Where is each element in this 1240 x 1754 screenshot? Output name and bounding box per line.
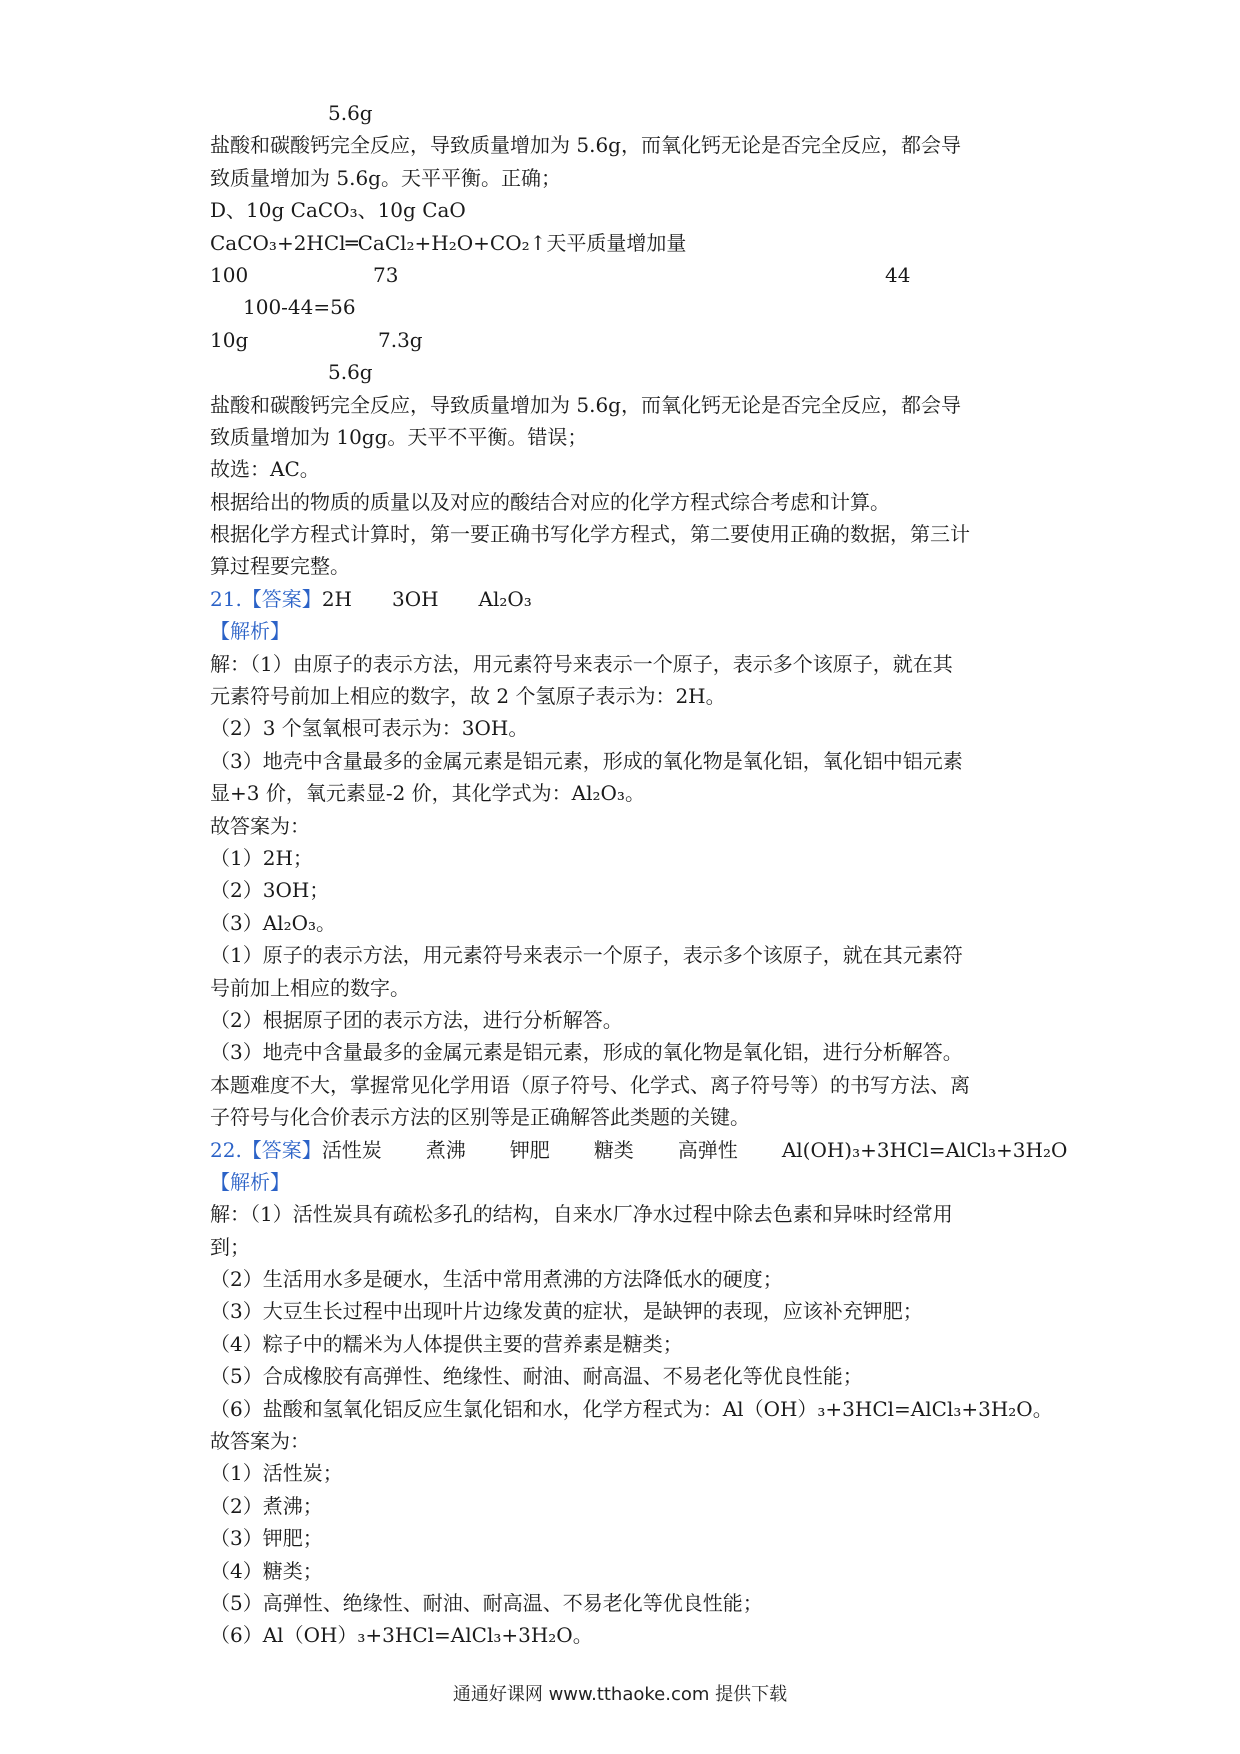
equation-line: CaCO₃+2HCl═CaCl₂+H₂O+CO₂↑天平质量增加量 <box>210 230 687 255</box>
text-line: 显+3 价，氧元素显-2 价，其化学式为：Al₂O₃。 <box>210 781 645 806</box>
mass-ratio-line <box>210 259 1040 291</box>
text-line: 盐酸和碳酸钙完全反应，导致质量增加为 5.6g，而氧化钙无论是否完全反应，都会导 <box>210 392 961 417</box>
text-line: 根据化学方程式计算时，第一要正确书写化学方程式，第二要使用正确的数据，第三计 <box>210 522 970 547</box>
text-line: （2）3 个氢氧根可表示为：3OH。 <box>210 716 529 741</box>
answer-item: 活性炭 <box>321 1137 382 1162</box>
analysis-label: 【解析】 <box>210 619 290 644</box>
page-footer: 通通好课网 www.tthaoke.com 提供下载 <box>452 1684 788 1705</box>
text-line: （3）大豆生长过程中出现叶片边缘发黄的症状，是缺钾的表现，应该补充钾肥； <box>210 1299 923 1324</box>
text-line: （6）Al（OH）₃+3HCl=AlCl₃+3H₂O。 <box>210 1623 593 1648</box>
answer-item: 糖类 <box>593 1137 634 1162</box>
answer-item: 3OH <box>391 586 439 611</box>
answer-label: 21.【答案】 <box>210 586 322 611</box>
text-line: 故答案为： <box>210 1429 310 1454</box>
text-line: （2）3OH； <box>210 878 330 903</box>
text-line: 100-44=56 <box>243 295 356 320</box>
text-line: D、10g CaCO₃、10g CaO <box>210 198 466 223</box>
text-line: （5）合成橡胶有高弹性、绝缘性、耐油、耐高温、不易老化等优良性能； <box>210 1364 863 1389</box>
text-line: 5.6g <box>328 360 373 385</box>
text-line: （1）2H； <box>210 845 313 870</box>
text-line: （3）Al₂O₃。 <box>210 910 336 935</box>
answer-item: Al(OH)₃+3HCl=AlCl₃+3H₂O <box>781 1137 1068 1162</box>
answer-item: 高弹性 <box>677 1137 738 1162</box>
answer-item: 煮沸 <box>425 1137 466 1162</box>
text-line: （1）原子的表示方法，用元素符号来表示一个原子，表示多个该原子，就在其元素符 <box>210 943 963 968</box>
text-line: （5）高弹性、绝缘性、耐油、耐高温、不易老化等优良性能； <box>210 1590 763 1615</box>
mass-line <box>210 324 1040 356</box>
text-line: 本题难度不大，掌握常见化学用语（原子符号、化学式、离子符号等）的书写方法、离 <box>210 1072 970 1097</box>
answer-item: Al₂O₃ <box>478 586 532 611</box>
text-line: （3）钾肥； <box>210 1526 323 1551</box>
text-line: 故选：AC。 <box>210 457 320 482</box>
text-line: 盐酸和碳酸钙完全反应，导致质量增加为 5.6g，而氧化钙无论是否完全反应，都会导 <box>210 133 961 158</box>
mass-value: 100 <box>210 262 249 287</box>
answer-item: 2H <box>321 586 352 611</box>
text-line: （6）盐酸和氢氧化铝反应生氯化铝和水，化学方程式为：Al（OH）₃+3HCl=AlCl₃+3H₂O。 <box>210 1396 1053 1421</box>
text-line: 子符号与化合价表示方法的区别等是正确解答此类题的关键。 <box>210 1105 750 1130</box>
text-line: （2）根据原子团的表示方法，进行分析解答。 <box>210 1007 623 1032</box>
text-line: 算过程要完整。 <box>210 554 350 579</box>
answer-label: 22.【答案】 <box>210 1137 322 1162</box>
mass-value: 10g <box>210 327 249 352</box>
text-line: （2）生活用水多是硬水，生活中常用煮沸的方法降低水的硬度； <box>210 1267 783 1292</box>
analysis-label: 【解析】 <box>210 1169 290 1194</box>
mass-value: 73 <box>373 262 399 287</box>
document-body <box>210 97 1068 1652</box>
text-line: 元素符号前加上相应的数字，故 2 个氢原子表示为：2H。 <box>210 684 726 709</box>
text-line: （4）糖类； <box>210 1558 323 1583</box>
text-line: （1）活性炭； <box>210 1461 343 1486</box>
text-line: （2）煮沸； <box>210 1493 323 1518</box>
question-21-answer <box>210 583 1040 615</box>
text-line: （3）地壳中含量最多的金属元素是铝元素，形成的氧化物是氧化铝，氧化铝中铝元素 <box>210 748 963 773</box>
text-line: 解：（1）活性炭具有疏松多孔的结构，自来水厂净水过程中除去色素和异味时经常用 <box>210 1202 953 1227</box>
mass-value: 44 <box>885 262 911 287</box>
text-line: 致质量增加为 10gg。天平不平衡。错误； <box>210 424 588 449</box>
text-line: 根据给出的物质的质量以及对应的酸结合对应的化学方程式综合考虑和计算。 <box>210 489 890 514</box>
text-line: 号前加上相应的数字。 <box>210 975 410 1000</box>
text-line: 故答案为： <box>210 813 310 838</box>
text-line: （4）粽子中的糯米为人体提供主要的营养素是糖类； <box>210 1331 683 1356</box>
text-line: 5.6g <box>328 101 373 125</box>
answer-item: 钾肥 <box>509 1137 550 1162</box>
mass-value: 7.3g <box>378 327 423 352</box>
text-line: （3）地壳中含量最多的金属元素是铝元素，形成的氧化物是氧化铝，进行分析解答。 <box>210 1040 963 1065</box>
text-line: 致质量增加为 5.6g。天平平衡。正确； <box>210 165 561 190</box>
question-22-answer <box>210 1134 1068 1166</box>
text-line: 解：（1）由原子的表示方法，用元素符号来表示一个原子，表示多个该原子，就在其 <box>210 651 953 676</box>
text-line: 到； <box>210 1234 250 1259</box>
